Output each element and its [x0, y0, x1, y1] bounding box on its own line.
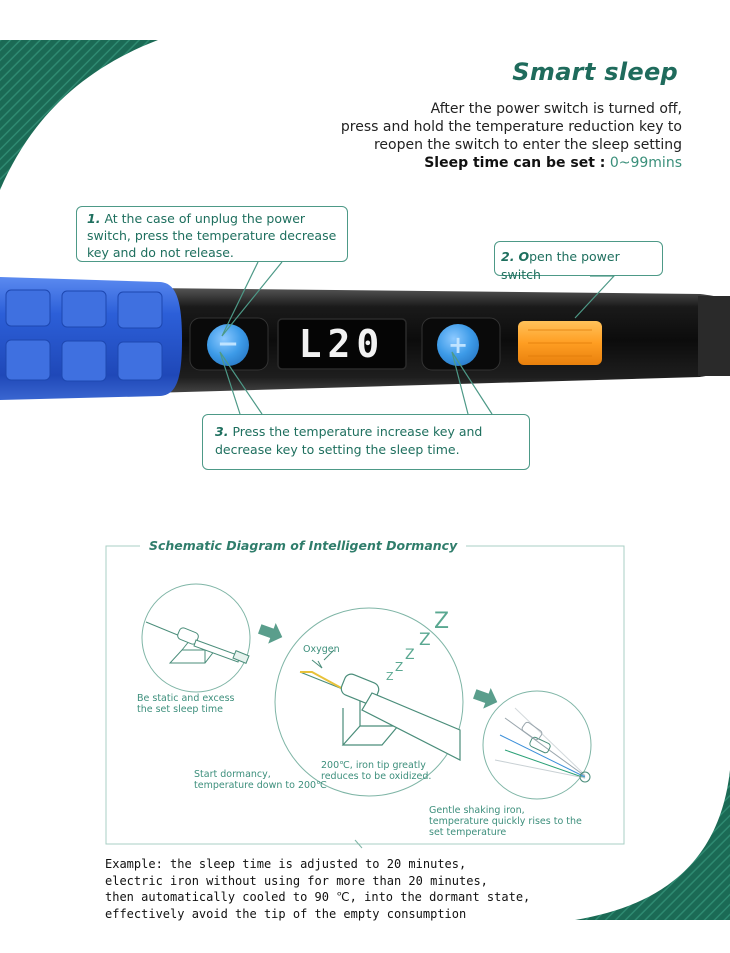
minus-key-symbol: − [217, 329, 239, 359]
label-shake-line-3: set temperature [429, 827, 507, 838]
step1-number: 1. [87, 211, 101, 226]
label-shake [429, 805, 582, 838]
sleep-time-label: Sleep time can be set : [424, 155, 606, 171]
example-line-1: Example: the sleep time is adjusted to 20 minutes, [105, 857, 467, 871]
stage-circle-shake [483, 691, 591, 799]
example-line-4: effectively avoid the tip of the empty consumption [105, 906, 467, 921]
step2-text: pen the power switch [501, 249, 620, 282]
display-readout: L20 [298, 322, 386, 366]
step3-text: Press the temperature increase key and decrease key to setting the sleep time. [215, 424, 483, 457]
zzz-letter-2: Z [419, 630, 431, 650]
diagram-title: Schematic Diagram of Intelligent Dormancy [140, 538, 466, 553]
page-title: Smart sleep [512, 58, 678, 86]
label-tip-line-1: 200℃, iron tip greatly [321, 760, 426, 771]
plus-key-symbol: + [447, 331, 469, 359]
label-start-line-1: Start dormancy, [194, 769, 271, 780]
zzz-letter-4: Z [395, 660, 404, 674]
oxygen-label: Oxygen [303, 644, 340, 655]
example-paragraph [105, 856, 530, 922]
zzz-letter-1: Z [434, 609, 450, 634]
arrow-2-icon [471, 684, 501, 713]
step2-number: 2. [501, 249, 515, 264]
intro-line-3: reopen the switch to enter the sleep setting [373, 137, 682, 153]
label-tip-line-2: reduces to be oxidized. [321, 771, 432, 782]
label-shake-line-1: Gentle shaking iron, [429, 805, 525, 816]
example-line-2: electric iron without using for more than 20 minutes, [105, 873, 488, 888]
step2-first-letter: O [518, 249, 530, 264]
step1-text: At the case of unplug the power switch, press the temperature decrease key and do not release. [87, 211, 337, 260]
sleep-time-value: 0~99mins [609, 155, 682, 171]
label-tip [321, 760, 431, 782]
label-static-line-1: Be static and excess [137, 693, 235, 704]
label-static-line-2: the set sleep time [137, 704, 223, 715]
step3-number: 3. [215, 424, 229, 439]
zzz-letter-5: Z [386, 670, 394, 683]
label-shake-line-2: temperature quickly rises to the [429, 816, 582, 827]
intro-line-2: press and hold the temperature reduction key to [340, 119, 682, 135]
label-static [137, 693, 234, 715]
label-start-line-2: temperature down to 200℃ [194, 780, 327, 791]
intro-line-1: After the power switch is turned off, [430, 101, 682, 117]
label-start [194, 769, 327, 791]
zzz-letter-3: Z [405, 647, 415, 663]
arrow-1-icon [256, 619, 286, 648]
example-line-3: then automatically cooled to 90 ℃, into the dormant state, [105, 890, 531, 904]
